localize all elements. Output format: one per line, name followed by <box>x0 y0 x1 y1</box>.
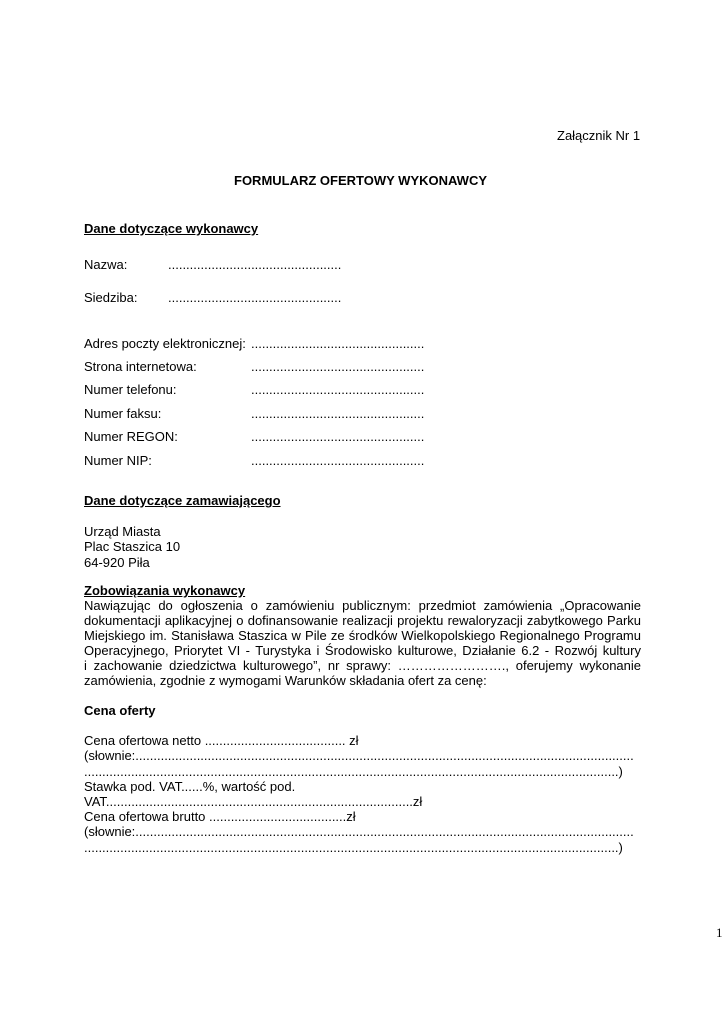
obligations-heading: Zobowiązania wykonawcy <box>84 583 246 598</box>
email-dots: ................................................ <box>251 336 425 351</box>
obligations-line-6: zamówienia, zgodnie z wymogami Warunków składania ofert za cenę: <box>84 673 487 688</box>
obligations-line-1: Nawiązując do ogłoszenia o zamówieniu publicznym: przedmiot zamówienia „Opracowanie <box>84 598 641 613</box>
price-gross-line: Cena ofertowa brutto ......................................zł <box>84 809 356 824</box>
price-heading: Cena oferty <box>84 703 156 718</box>
name-dots: ................................................ <box>168 257 342 272</box>
obligations-line-5: i zachowanie dziedzictwa kulturowego”, nr sprawy: ……………………., oferujemy wykonanie <box>84 658 641 673</box>
seat-dots: ................................................ <box>168 290 342 305</box>
client-line-3: 64-920 Piła <box>84 555 150 570</box>
phone-dots: ................................................ <box>251 382 425 397</box>
email-label: Adres poczty elektronicznej: <box>84 336 246 351</box>
obligations-line-4: Operacyjnego, Priorytet VI - Turystyka i Środowisko kulturowe, Działanie 6.2 - Rozwój kultury <box>84 643 641 658</box>
fax-label: Numer faksu: <box>84 406 162 421</box>
name-label: Nazwa: <box>84 257 128 272</box>
vat-rate-line: Stawka pod. VAT......%, wartość pod. <box>84 779 296 794</box>
nip-label: Numer NIP: <box>84 453 152 468</box>
price-net-words-cont: ....................................................................................................................................................) <box>84 764 623 779</box>
client-heading: Dane dotyczące zamawiającego <box>84 493 281 508</box>
client-line-1: Urząd Miasta <box>84 524 161 539</box>
price-net-line: Cena ofertowa netto ....................................... zł <box>84 733 359 748</box>
page-title: FORMULARZ OFERTOWY WYKONAWCY <box>234 173 488 188</box>
client-line-2: Plac Staszica 10 <box>84 539 181 554</box>
website-dots: ................................................ <box>251 359 425 374</box>
price-gross-words-line: (słownie:.......................................................................................................................................... <box>84 824 634 839</box>
nip-dots: ................................................ <box>251 453 425 468</box>
page-number: 1 <box>716 925 723 940</box>
attachment-label: Załącznik Nr 1 <box>557 128 641 143</box>
regon-label: Numer REGON: <box>84 429 178 444</box>
vat-value-line: VAT.....................................................................................zł <box>84 794 423 809</box>
obligations-line-3: Miejskiego im. Stanisława Staszica w Pile ze środków Wielkopolskiego Regionalnego Programu <box>84 628 641 643</box>
website-label: Strona internetowa: <box>84 359 197 374</box>
seat-label: Siedziba: <box>84 290 138 305</box>
contractor-heading: Dane dotyczące wykonawcy <box>84 221 259 236</box>
price-net-words-line: (słownie:.......................................................................................................................................... <box>84 748 634 763</box>
fax-dots: ................................................ <box>251 406 425 421</box>
regon-dots: ................................................ <box>251 429 425 444</box>
price-gross-words-cont: ....................................................................................................................................................) <box>84 840 623 855</box>
phone-label: Numer telefonu: <box>84 382 177 397</box>
obligations-line-2: dokumentacji aplikacyjnej o dofinansowanie realizacji projektu rewaloryzacji zabytkowego Parku <box>84 613 641 628</box>
